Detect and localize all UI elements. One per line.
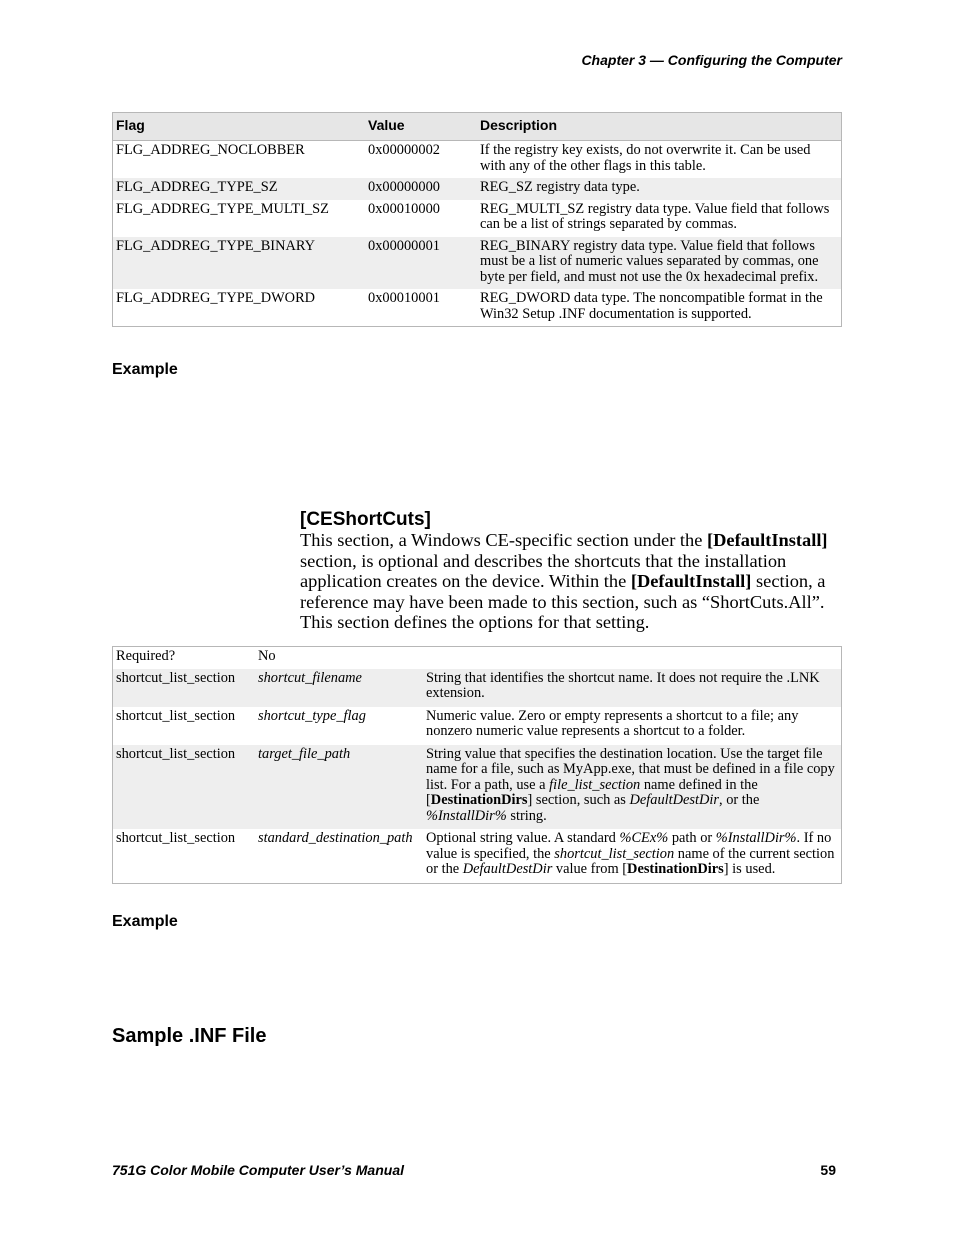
description-cell: String that identifies the shortcut name. It does not require the .LNK extension. [423, 669, 842, 707]
parameters-table [112, 646, 842, 884]
column-header-flag: Flag [113, 113, 366, 141]
body-bold-text: [DefaultInstall] [630, 571, 752, 591]
description-cell: String value that specifies the destination location. Use the target file name for a file, such as MyApp.exe, that must be defined in a file copy list. For a path, use a file_list_section name defined in the [DestinationDirs] section, such as DefaultDestDir, or the %InstallDir% string. [423, 745, 842, 830]
flags-table [112, 112, 842, 327]
param-cell: shortcut_filename [255, 669, 423, 707]
description-cell: REG_SZ registry data type. [477, 178, 842, 200]
flag-cell: FLG_ADDREG_TYPE_DWORD [116, 290, 316, 306]
table-row [113, 237, 842, 290]
description-cell: Optional string value. A standard %CEx% path or %InstallDir%. If no value is specified, the shortcut_list_section name of the current section or the DefaultDestDir value from [DestinationDirs] is used. [426, 830, 835, 877]
table-row [113, 141, 842, 179]
column-header-value: Value [365, 113, 477, 141]
description-cell: If the registry key exists, do not overwrite it. Can be used with any of the other flags in this table. [480, 142, 811, 174]
section-title: [CEShortCuts] [300, 509, 431, 530]
required-label: Required? [116, 648, 176, 664]
key-cell: shortcut_list_section [113, 745, 256, 830]
table-row [113, 200, 842, 237]
param-cell: target_file_path [255, 745, 423, 830]
body-bold-text: [DefaultInstall] [707, 530, 828, 550]
value-cell: 0x00000001 [365, 237, 477, 290]
flag-cell: FLG_ADDREG_TYPE_BINARY [113, 237, 366, 290]
param-cell: shortcut_type_flag [258, 707, 366, 724]
body-text: section, is optional and describes the shortcuts that the installation application creates on the device. Within the [300, 550, 787, 591]
example-heading: Example [112, 913, 178, 930]
sample-inf-heading: Sample .INF File [112, 1025, 267, 1047]
param-cell: standard_destination_path [258, 830, 413, 846]
value-cell: 0x00010001 [368, 290, 440, 306]
table-row [113, 745, 842, 830]
table-row [113, 669, 842, 707]
key-cell: shortcut_list_section [116, 707, 236, 724]
table-row [113, 289, 842, 327]
value-cell: 0x00000000 [365, 178, 477, 200]
flag-cell: FLG_ADDREG_NOCLOBBER [116, 142, 305, 158]
flag-cell: FLG_ADDREG_TYPE_SZ [113, 178, 366, 200]
body-text: This section, a Windows CE-specific section under the [300, 530, 707, 550]
flag-cell: FLG_ADDREG_TYPE_MULTI_SZ [116, 200, 329, 217]
description-cell: REG_DWORD data type. The noncompatible format in the Win32 Setup .INF documentation is supported. [480, 290, 823, 322]
table-row [113, 829, 842, 883]
key-cell: shortcut_list_section [113, 669, 256, 707]
running-head: Chapter 3 — Configuring the Computer [581, 52, 842, 68]
table-row [113, 178, 842, 200]
footer-title: 751G Color Mobile Computer User’s Manual [112, 1162, 404, 1178]
description-cell: REG_BINARY registry data type. Value field that follows must be a list of numeric values separated by commas, one byte per field, and must not use the 0x hexadecimal prefix. [477, 237, 842, 290]
value-cell: 0x00000002 [368, 142, 440, 158]
body-text: section, a reference may have been made to this section, such as “ShortCuts.All”. This section defines the options for that setting. [300, 571, 826, 632]
value-cell: 0x00010000 [368, 200, 440, 217]
description-cell: Numeric value. Zero or empty represents a shortcut to a file; any nonzero numeric value represents a shortcut to a folder. [426, 707, 799, 739]
example-heading: Example [112, 361, 178, 378]
column-header-description: Description [477, 113, 842, 141]
page-number: 59 [820, 1162, 836, 1178]
section-body [300, 530, 845, 633]
flags-table-header [113, 113, 842, 141]
required-value: No [258, 648, 276, 664]
description-cell: REG_MULTI_SZ registry data type. Value field that follows can be a list of strings separated by commas. [480, 200, 830, 232]
key-cell: shortcut_list_section [116, 830, 236, 846]
table-row [113, 707, 842, 745]
table-row-required [113, 647, 842, 669]
